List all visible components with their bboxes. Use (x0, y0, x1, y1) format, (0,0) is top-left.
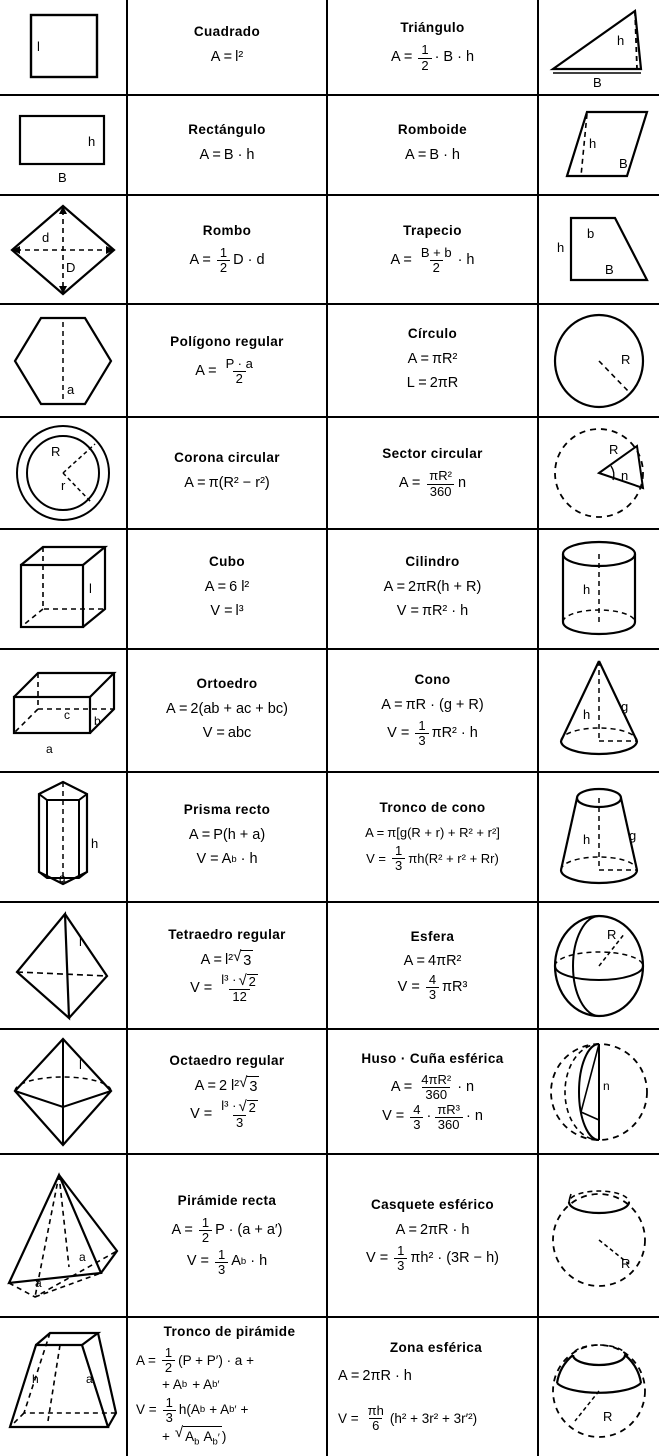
subscript-b: b (181, 1379, 188, 1391)
svg-text:b: b (587, 225, 595, 241)
entry-corona-circular (128, 418, 328, 528)
area-symbol: A = (390, 251, 412, 268)
formula-body: 2πR(h + R) (408, 579, 482, 596)
subscript-b-prime: b (212, 1436, 218, 1448)
formula-body: πR² (432, 350, 458, 367)
fraction-perimeter-apothem: $\frac{P \cdot a}{2}$ (225, 355, 253, 386)
svg-text:B: B (58, 170, 67, 185)
entry-rombo (128, 196, 328, 303)
subscript-b: b (231, 853, 237, 865)
entry-title: Cono (414, 672, 451, 688)
formula-area (390, 246, 474, 275)
fraction-one-third: $\frac{1}{3}$ (415, 719, 428, 748)
entry-ortoedro (128, 650, 328, 771)
figure-circular-sector (539, 418, 659, 528)
entry-romboide (328, 96, 539, 194)
formula-volume (187, 1248, 267, 1277)
entry-title: Cuadrado (193, 24, 261, 40)
svg-text:B: B (593, 75, 602, 90)
entry-sector-circular (328, 418, 539, 528)
formula-area (408, 349, 458, 371)
volume-symbol: V = (202, 724, 225, 741)
entry-title: Polígono regular (170, 333, 284, 349)
fraction-huso-area: $\frac{\text{4πR²}}{360}$ (421, 1072, 452, 1103)
figure-rectangle (0, 96, 128, 194)
formula-area (211, 47, 243, 69)
svg-text:g: g (621, 698, 629, 714)
formula-body: πR · (g + R) (405, 697, 484, 714)
volume-symbol: V = (338, 1410, 359, 1426)
entry-poligono-regular (128, 305, 328, 416)
table-row (0, 305, 659, 418)
entry-title: Rombo (202, 222, 252, 238)
radical-3: √ 3 (233, 949, 253, 973)
svg-text:h: h (557, 239, 565, 255)
entry-title: Huso · Cuña esférica (361, 1051, 504, 1067)
formula-area (405, 145, 460, 167)
svg-text:l: l (89, 581, 92, 596)
area-symbol: A = (188, 827, 211, 844)
entry-title: Trapecio (403, 222, 462, 238)
formula-area (184, 473, 270, 495)
entry-casquete-esferico (328, 1155, 539, 1316)
fraction-one-third: $\frac{1}{3}$ (394, 1244, 407, 1273)
formula-tail: πh(R² + r² + Rr) (408, 851, 499, 866)
entry-title: Romboide (397, 122, 468, 138)
svg-text:d: d (42, 229, 50, 245)
entry-title: Sector circular (382, 446, 483, 462)
formula-tail: · n (457, 1079, 475, 1096)
figure-hexagon (0, 305, 128, 416)
table-row (0, 1030, 659, 1155)
table-row (0, 196, 659, 305)
svg-text:l: l (79, 1056, 82, 1072)
table-row (0, 773, 659, 903)
svg-text:h: h (91, 836, 99, 851)
formula-body: B · h (429, 147, 460, 164)
term-ab-prime: + A (192, 1377, 213, 1393)
fraction-one-half: $\frac{1}{2}$ (418, 43, 431, 72)
svg-text:b: b (94, 713, 101, 728)
radical-2: √ 2 (238, 971, 256, 989)
dot-separator: · (426, 1108, 432, 1125)
area-symbol: A = (403, 953, 425, 970)
radical-product: √ $A_b$ $A_b'$ (175, 1425, 222, 1450)
entry-title: Zona esférica (389, 1339, 483, 1355)
formula-tail: · h (240, 851, 258, 867)
formula-body: B · h (223, 147, 255, 164)
svg-text:c: c (64, 707, 70, 722)
volume-symbol: V = (396, 603, 419, 619)
formula-volume (366, 1244, 499, 1273)
entry-huso-cuna-esferica (328, 1030, 539, 1153)
formula-volume (397, 601, 468, 623)
figure-sphere (539, 903, 659, 1028)
formula-area (384, 577, 482, 599)
figure-octahedron (0, 1030, 128, 1153)
figure-square (0, 0, 128, 94)
fraction-one-half: $\frac{1}{2}$ (199, 1216, 212, 1245)
table-row (0, 903, 659, 1030)
svg-text:R: R (603, 1409, 613, 1424)
area-symbol: A = (195, 362, 217, 379)
entry-cono (328, 650, 539, 771)
volume-symbol: V = (190, 1105, 213, 1122)
area-symbol: A = (184, 475, 206, 492)
area-symbol: A = (390, 49, 413, 66)
subscript-b-prime: b (229, 1404, 235, 1416)
area-symbol: A = (204, 579, 227, 596)
svg-text:l: l (79, 933, 82, 949)
formula-body: 6 l² (229, 579, 250, 596)
entry-title: Ortoedro (196, 675, 258, 691)
entry-title: Tronco de pirámide (163, 1324, 296, 1340)
subscript-b: b (194, 1436, 200, 1448)
area-symbol: A = (383, 579, 406, 596)
figure-cone (539, 650, 659, 771)
svg-text:B: B (619, 156, 628, 171)
volume-symbol: V = (136, 1402, 157, 1418)
formula-area-line2 (136, 1375, 219, 1395)
formula-body: 2 l² (218, 1078, 240, 1095)
fraction-four-thirds: $\frac{4}{3}$ (426, 973, 439, 1002)
svg-text:g: g (629, 828, 637, 843)
formula-area (391, 1073, 474, 1102)
formula-tail: P · (a + a′) (215, 1222, 283, 1239)
formula-volume (382, 1103, 483, 1132)
area-symbol: A = (200, 952, 222, 969)
entry-tronco-de-piramide (128, 1318, 328, 1456)
entry-title: Triángulo (400, 20, 465, 36)
entry-cuadrado (128, 0, 328, 94)
formula-area (205, 577, 250, 599)
term-ab-prime: + A (209, 1402, 230, 1418)
figure-tetrahedron (0, 903, 128, 1028)
formula-body: P(h + a) (213, 827, 266, 844)
area-symbol: A = (338, 1367, 360, 1384)
volume-symbol: V = (382, 1108, 405, 1125)
formula-body: 2πR · h (419, 1222, 470, 1239)
figure-annulus (0, 418, 128, 528)
formula-length (407, 373, 459, 395)
table-row (0, 0, 659, 96)
formula-tail: · B · h (434, 49, 475, 66)
volume-symbol: V = (366, 851, 387, 866)
figure-circle (539, 305, 659, 416)
formula-tail: · h (457, 251, 475, 268)
plus-sign: + (162, 1429, 170, 1445)
formula-body: A (221, 851, 232, 867)
formula-area (365, 823, 500, 843)
entry-tetraedro-regular (128, 903, 328, 1028)
entry-zona-esferica (328, 1318, 539, 1456)
area-symbol: A = (210, 49, 233, 66)
volume-symbol: V = (387, 724, 410, 741)
term-ab-prime: A (203, 1428, 213, 1444)
formula-area (201, 949, 254, 973)
table-row (0, 96, 659, 196)
formula-tail: πh² · (3R − h) (410, 1249, 499, 1266)
figure-spherical-wedge (539, 1030, 659, 1153)
formula-area (172, 1216, 283, 1245)
fraction-tetra-volume: l³ · √ 2 12 (221, 971, 256, 1004)
entry-trapecio (328, 196, 539, 303)
svg-text:n: n (621, 468, 629, 483)
svg-text:D: D (66, 259, 76, 275)
prime-mark: ′ (217, 1379, 220, 1392)
formula-tail: · n (466, 1108, 483, 1125)
entry-title: Corona circular (174, 450, 280, 466)
formula-body: l² (225, 952, 234, 969)
figure-trapezoid (539, 196, 659, 303)
entry-octaedro-regular (128, 1030, 328, 1153)
formula-volume (398, 973, 468, 1002)
entry-rectangulo (128, 96, 328, 194)
fraction-one-third: $\frac{1}{3}$ (392, 844, 405, 873)
area-symbol: A = (390, 1079, 413, 1096)
svg-text:h: h (88, 134, 96, 149)
formula-body: 2(ab + ac + bc) (190, 700, 288, 717)
svg-text:R: R (621, 1255, 631, 1271)
fraction-octa-volume: l³ · √ 2 3 (221, 1097, 256, 1130)
volume-symbol: V = (196, 851, 219, 867)
figure-cuboid (0, 650, 128, 771)
prime-mark: ′ (234, 1403, 237, 1416)
area-symbol: A = (407, 350, 430, 367)
formula-area-line1 (136, 1346, 254, 1375)
formula-area (404, 951, 462, 973)
entry-title: Tetraedro regular (168, 927, 286, 943)
area-symbol: A = (136, 1352, 156, 1368)
formula-area (381, 695, 483, 717)
entry-triangulo (328, 0, 539, 94)
fraction-one-third: $\frac{1}{3}$ (163, 1396, 176, 1425)
entry-esfera (328, 903, 539, 1028)
radical-3: √ 3 (239, 1075, 259, 1099)
volume-symbol: V = (210, 603, 233, 619)
formula-area (200, 145, 255, 167)
area-symbol: A = (398, 475, 421, 492)
volume-symbol: V = (366, 1249, 389, 1266)
formula-area (396, 1220, 470, 1242)
entry-title: Casquete esférico (370, 1197, 495, 1213)
entry-title: Octaedro regular (169, 1053, 285, 1069)
area-symbol: A = (405, 147, 427, 164)
fraction-one-third: $\frac{1}{3}$ (215, 1248, 228, 1277)
svg-text:r: r (61, 478, 66, 493)
plus-sign: + (240, 1402, 249, 1418)
fraction-one-half: $\frac{1}{2}$ (162, 1346, 175, 1375)
fraction-huso-volume: $\frac{\text{πR³}}{360}$ (434, 1103, 463, 1132)
fraction-sector: $\frac{\text{πR²}}{360}$ (426, 469, 455, 498)
entry-cubo (128, 530, 328, 648)
entry-title: Pirámide recta (177, 1193, 277, 1209)
svg-text:a: a (67, 381, 75, 397)
volume-symbol: V = (397, 978, 420, 995)
fraction-pi-h-six: $\frac{\pi h}{6}$ (367, 1403, 384, 1434)
entry-prisma-recto (128, 773, 328, 901)
svg-text:a: a (86, 1372, 93, 1386)
figure-rhombus (0, 196, 128, 303)
radical-2: √ 2 (238, 1097, 256, 1115)
entry-title: Círculo (407, 325, 458, 341)
entry-cilindro (328, 530, 539, 648)
figure-spherical-cap (539, 1155, 659, 1316)
subscript-b-prime: b (212, 1379, 218, 1391)
formula-volume (366, 844, 499, 873)
entry-title: Prisma recto (183, 802, 271, 818)
formula-body: 4πR² (428, 953, 462, 970)
formula-body: π[g(R + r) + R² + r²] (387, 824, 500, 840)
formula-tail: n (457, 475, 467, 492)
svg-text:h: h (589, 136, 597, 151)
formula-body: l³ (235, 603, 244, 619)
formula-body: 2πR (429, 374, 459, 391)
svg-text:a: a (46, 741, 53, 756)
table-row (0, 530, 659, 650)
figure-truncated-cone (539, 773, 659, 901)
formula-tail: πR² · h (431, 724, 478, 741)
entry-title: Cilindro (405, 554, 460, 570)
formula-volume-line2 (136, 1425, 226, 1450)
formula-area (195, 357, 259, 386)
figure-pyramid (0, 1155, 128, 1316)
length-symbol: L = (406, 374, 427, 391)
fraction-four-thirds: $\frac{4}{3}$ (410, 1103, 423, 1132)
svg-text:a: a (35, 1275, 42, 1290)
entry-title: Esfera (410, 929, 455, 945)
figure-cylinder (539, 530, 659, 648)
formula-volume (196, 849, 257, 871)
formula-area (189, 246, 264, 275)
formula-body: A (231, 1253, 241, 1270)
subscript-b: b (240, 1255, 247, 1267)
svg-text:a: a (59, 871, 66, 885)
svg-text:h: h (32, 1372, 39, 1386)
figure-parallelogram (539, 96, 659, 194)
table-row (0, 418, 659, 530)
formula-body: 2πR · h (362, 1367, 412, 1384)
formula-volume (210, 601, 243, 623)
formula-tail: · h (250, 1253, 268, 1270)
svg-text:h: h (583, 582, 591, 597)
formula-volume (190, 1099, 264, 1130)
svg-text:h: h (617, 33, 625, 48)
svg-text:n: n (603, 1078, 610, 1093)
area-symbol: A = (381, 697, 403, 714)
formula-volume (203, 723, 252, 745)
svg-text:R: R (51, 444, 61, 459)
table-row (0, 1155, 659, 1318)
area-symbol: A = (199, 147, 221, 164)
area-symbol: A = (171, 1222, 193, 1239)
volume-symbol: V = (190, 979, 213, 996)
formula-body: π(R² − r²) (208, 475, 270, 492)
fraction-bases-over-two: $\frac{B + b}{2}$ (420, 244, 452, 275)
entry-circulo (328, 305, 539, 416)
figure-truncated-pyramid (0, 1318, 128, 1456)
table-row (0, 650, 659, 773)
area-symbol: A = (189, 251, 211, 268)
entry-title: Cubo (208, 554, 246, 570)
formula-area (195, 1075, 260, 1099)
formula-tail: πR³ (442, 978, 468, 995)
entry-title: Tronco de cono (379, 799, 486, 815)
area-symbol: A = (194, 1078, 216, 1095)
entry-title: Rectángulo (188, 122, 266, 138)
fraction-one-half: $\frac{1}{2}$ (217, 246, 230, 275)
svg-text:h: h (583, 706, 591, 722)
figure-triangle (539, 0, 659, 94)
formula-volume (190, 973, 264, 1004)
formula-area (399, 469, 466, 498)
formula-area (391, 43, 474, 72)
figure-cube (0, 530, 128, 648)
area-symbol: A = (166, 700, 188, 717)
svg-text:R: R (607, 926, 617, 942)
svg-text:B: B (605, 261, 614, 277)
paren-close: ) (221, 1429, 227, 1445)
svg-text:R: R (609, 442, 619, 457)
formula-body: l² (235, 49, 244, 66)
formula-tail: (P + P′) · a + (178, 1352, 254, 1368)
svg-text:R: R (621, 351, 631, 367)
svg-text:l: l (37, 39, 40, 54)
area-symbol: A = (395, 1222, 417, 1239)
formula-volume (338, 1404, 477, 1433)
formula-tail: (h² + 3r² + 3r′²) (389, 1410, 478, 1426)
formula-volume-line1 (136, 1396, 248, 1425)
formula-body: πR² · h (421, 603, 469, 619)
svg-text:a: a (79, 1249, 86, 1264)
subscript-b: b (199, 1404, 206, 1416)
formula-body: abc (227, 724, 252, 741)
entry-tronco-de-cono (328, 773, 539, 901)
table-row (0, 1318, 659, 1456)
formula-tail: D · d (233, 251, 265, 268)
term-ab: A (185, 1428, 195, 1444)
formula-volume (387, 719, 478, 748)
area-symbol: A = (365, 824, 385, 840)
formula-area (338, 1366, 412, 1388)
figure-spherical-zone (539, 1318, 659, 1456)
figure-prism (0, 773, 128, 901)
formula-area (166, 699, 288, 721)
term-ab: + A (162, 1377, 182, 1393)
svg-text:h: h (583, 832, 591, 847)
term-open: h(A (178, 1402, 200, 1418)
volume-symbol: V = (186, 1253, 210, 1270)
prime-mark: ′ (217, 1431, 220, 1444)
formula-area (189, 825, 265, 847)
entry-piramide-recta (128, 1155, 328, 1316)
